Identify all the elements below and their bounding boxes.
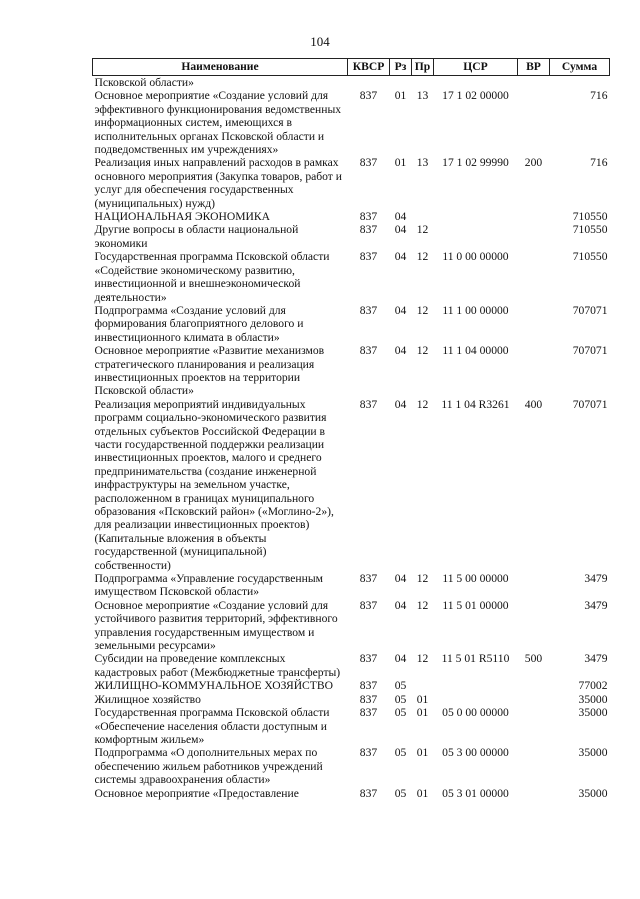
cell-rz: 05 [394,692,407,706]
cell-vr [518,344,550,398]
cell-pr [412,210,434,223]
cell-name: Подпрограмма «О дополнительных мерах по обеспечению жильем работников учреждений системы здравоохранения области» [94,746,323,787]
cell-rz: 04 [394,344,407,358]
table-row [93,398,610,572]
cell-sum: 3479 [584,598,608,612]
cell-csr: 17 1 02 00000 [442,89,509,103]
cell-vr [518,572,550,599]
cell-name: НАЦИОНАЛЬНАЯ ЭКОНОМИКА [94,210,271,224]
cell-pr: 01 [416,706,429,720]
cell-sum [550,76,610,90]
cell-rz: 04 [394,652,407,666]
cell-pr: 12 [416,223,429,237]
cell-vr [518,787,550,800]
cell-pr: 12 [416,344,429,358]
cell-csr [434,76,518,90]
table-header [93,59,610,76]
cell-vr: 200 [524,156,543,170]
cell-vr: 500 [524,652,543,666]
cell-rz: 05 [394,679,407,693]
cell-kvsr: 837 [359,223,378,237]
cell-rz: 04 [394,397,407,411]
header-rz: Рз [390,59,412,76]
cell-pr: 12 [416,652,429,666]
cell-vr [518,746,550,786]
cell-pr: 12 [416,572,429,586]
cell-name: Основное мероприятие «Создание условий для эффективного функционирования ведомственных информационных систем, имеющихся в исполнительных органах Псковской области и подведомственных им учреждениях» [94,89,342,157]
cell-sum: 716 [590,156,608,170]
cell-csr: 11 1 04 R3261 [441,397,510,411]
cell-kvsr: 837 [359,706,378,720]
cell-kvsr: 837 [359,156,378,170]
cell-name: Жилищное хозяйство [94,692,201,706]
cell-rz [390,76,412,90]
cell-rz: 05 [394,786,407,800]
cell-vr [518,599,550,653]
cell-name: Государственная программа Псковской области «Содействие экономическому развитию, инвестиционной и внешнеэкономической деятельности» [94,250,330,304]
cell-rz: 04 [394,250,407,264]
cell-vr [518,250,550,304]
cell-pr: 12 [416,303,429,317]
table-row [93,746,610,786]
cell-sum: 3479 [584,652,608,666]
cell-csr [434,693,518,706]
table-row [93,223,610,250]
cell-kvsr: 837 [359,303,378,317]
cell-csr [434,223,518,250]
cell-pr: 01 [416,692,429,706]
table-row [93,693,610,706]
cell-sum: 77002 [578,679,608,693]
cell-sum: 35000 [578,692,608,706]
cell-name: Основное мероприятие «Развитие механизмов стратегического планирования и реализация инвестиционных проектов на территории Псковской области» [94,344,325,398]
header-name: Наименование [93,59,348,76]
cell-kvsr: 837 [359,652,378,666]
cell-csr: 11 5 01 R5110 [441,652,510,666]
cell-rz: 05 [394,706,407,720]
cell-name: Реализация мероприятий индивидуальных программ социально-экономического развития отдельных субъектов Российской Федерации в части государственной поддержки реализации инвестиционных проектов, малого и среднего предпринимательства (создание инженерной инфраструктуры на земельном участке, расположенном в границах муниципального образования «Псковский район» («Моглино-2»), для реализации инвестиционных проектов) (Капитальные вложения в объекты государственной (муниципальной) собственности) [94,397,334,572]
cell-sum: 710550 [572,210,608,224]
cell-csr: 11 0 00 00000 [442,250,509,264]
cell-rz: 04 [394,572,407,586]
cell-pr: 01 [416,786,429,800]
cell-csr: 11 5 00 00000 [442,572,509,586]
cell-rz: 04 [394,303,407,317]
cell-pr: 01 [416,746,429,760]
cell-csr: 11 1 00 00000 [442,303,509,317]
header-sum: Сумма [550,59,610,76]
cell-kvsr: 837 [359,746,378,760]
cell-pr: 12 [416,250,429,264]
table-row [93,210,610,223]
table-body [93,76,610,800]
cell-name: Основное мероприятие «Предоставление [94,786,299,800]
cell-name: Субсидии на проведение комплексных кадастровых работ (Межбюджетные трансферты) [94,652,341,679]
table-row [93,76,610,90]
table-row [93,304,610,344]
cell-sum: 35000 [578,706,608,720]
page-number: 104 [310,34,330,49]
table-row [93,572,610,599]
cell-csr: 17 1 02 99990 [442,156,509,170]
cell-pr [412,679,434,692]
header-csr: ЦСР [434,59,518,76]
cell-pr [412,76,434,90]
table-row [93,652,610,679]
cell-csr [434,210,518,223]
cell-rz: 04 [394,210,407,224]
cell-rz: 04 [394,598,407,612]
cell-vr [518,210,550,223]
cell-vr [518,89,550,156]
table-row [93,250,610,304]
cell-name: ЖИЛИЩНО-КОММУНАЛЬНОЕ ХОЗЯЙСТВО [94,679,333,693]
cell-name: Другие вопросы в области национальной экономики [94,223,299,250]
table-row [93,706,610,746]
cell-name: Реализация иных направлений расходов в рамках основного мероприятия (Закупка товаров, работ и услуг для обеспечения государственных (муниципальных) нужд) [94,156,342,210]
cell-kvsr: 837 [359,210,378,224]
cell-kvsr: 837 [359,572,378,586]
cell-sum: 35000 [578,786,608,800]
cell-pr: 13 [416,89,429,103]
cell-csr [434,679,518,692]
cell-sum: 3479 [584,572,608,586]
cell-vr [518,706,550,746]
cell-name: Подпрограмма «Управление государственным имуществом Псковской области» [94,572,323,599]
table-row [93,599,610,653]
budget-table [92,58,610,800]
header-vr: ВР [518,59,550,76]
cell-vr: 400 [524,397,543,411]
table-row [93,156,610,210]
cell-csr: 05 3 01 00000 [442,786,509,800]
header-pr: Пр [412,59,434,76]
cell-sum: 716 [590,89,608,103]
header-kvsr: КВСР [348,59,390,76]
cell-rz: 05 [394,746,407,760]
cell-kvsr: 837 [359,250,378,264]
cell-vr [518,223,550,250]
cell-kvsr: 837 [359,679,378,693]
cell-pr: 12 [416,397,429,411]
cell-name: Государственная программа Псковской области «Обеспечение населения области доступным и комфортным жильем» [94,706,330,746]
cell-name: Подпрограмма «Создание условий для формирования благоприятного делового и инвестиционного климата в области» [94,303,304,344]
cell-vr [518,304,550,344]
cell-csr: 05 3 00 00000 [442,746,509,760]
cell-kvsr: 837 [359,786,378,800]
table-row [93,679,610,692]
cell-name: Основное мероприятие «Создание условий для устойчивого развития территорий, эффективного управления государственным имуществом и земельными ресурсами» [94,598,338,653]
cell-sum: 707071 [572,303,608,317]
cell-vr [518,679,550,692]
cell-kvsr: 837 [359,598,378,612]
cell-name: Псковской области» [94,76,194,89]
cell-sum: 707071 [572,397,608,411]
cell-sum: 707071 [572,344,608,358]
table-row [93,89,610,156]
table-row [93,344,610,398]
cell-kvsr: 837 [359,397,378,411]
cell-rz: 01 [394,156,407,170]
table-row [93,787,610,800]
cell-csr: 11 1 04 00000 [442,344,509,358]
cell-vr [518,76,550,90]
cell-sum: 710550 [572,223,608,237]
cell-kvsr: 837 [359,89,378,103]
cell-kvsr: 837 [359,344,378,358]
cell-vr [518,693,550,706]
cell-sum: 35000 [578,746,608,760]
cell-rz: 01 [394,89,407,103]
cell-kvsr: 837 [359,692,378,706]
cell-pr: 12 [416,598,429,612]
cell-csr: 11 5 01 00000 [442,598,509,612]
cell-csr: 05 0 00 00000 [442,706,509,720]
cell-rz: 04 [394,223,407,237]
cell-kvsr [348,76,390,90]
cell-sum: 710550 [572,250,608,264]
cell-pr: 13 [416,156,429,170]
